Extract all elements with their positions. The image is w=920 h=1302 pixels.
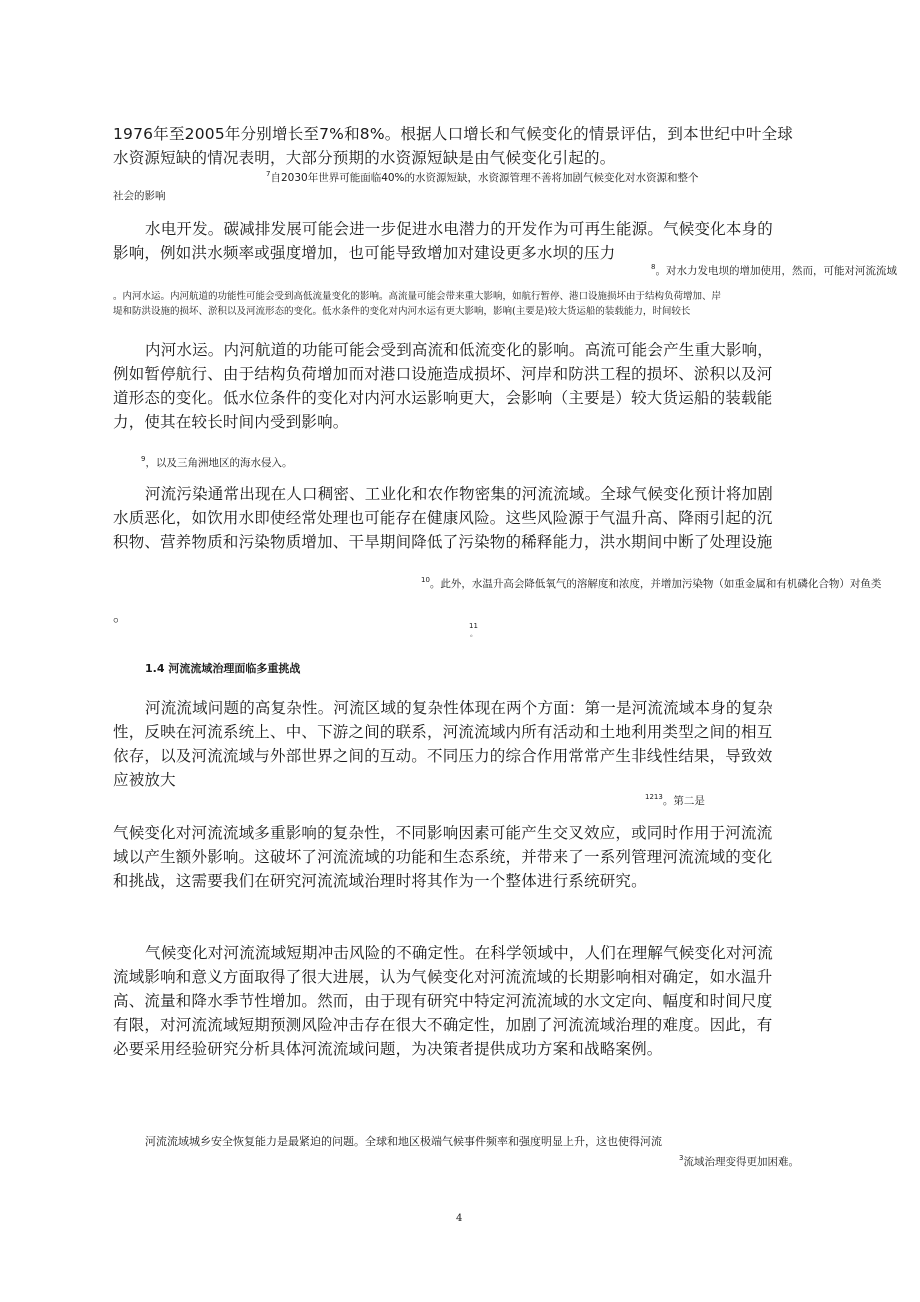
body-line: 内河水运。内河航道的功能可能会受到高流和低流变化的影响。高流可能会产生重大影响， [145, 341, 774, 359]
footnote-3 [679, 1154, 799, 1170]
body-line: 和挑战，这需要我们在研究河流流域治理时将其作为一个整体进行系统研究。 [113, 872, 647, 890]
footnote-8 [651, 263, 897, 279]
footnote-marker: 9 [141, 455, 146, 463]
footnote-text: 。此外，水温升高会降低氧气的溶解度和浓度，并增加污染物（如重金属和有机磷化合物）对鱼类 [429, 578, 882, 590]
body-line: 例如暂停航行、由于结构负荷增加而对港口设施造成损坏、河岸和防洪工程的损坏、淤积以及河 [113, 365, 773, 383]
body-line: 气候变化对河流流域多重影响的复杂性，不同影响因素可能产生交叉效应，或同时作用于河流流 [113, 824, 773, 842]
footnote-text: 。第二是 [662, 795, 705, 807]
footnote-text: 流域治理变得更加困难。 [683, 1156, 799, 1168]
footnote-marker: 3 [679, 1154, 684, 1162]
page-number: 4 [456, 1213, 463, 1224]
footnote-9 [141, 455, 292, 471]
small-body-line: 堤和防洪设施的损坏、淤积以及河流形态的变化。低水条件的变化对内河水运有更大影响，影响(主要是)较大货运船的装载能力，时间较长 [113, 306, 691, 317]
body-line: 高、流量和降水季节性增加。然而，由于现有研究中特定河流流域的水文定向、幅度和时间尺度 [113, 992, 773, 1010]
footnote-marker: 8 [651, 263, 656, 271]
footnote-text: ，以及三角洲地区的海水侵入。 [145, 457, 293, 469]
body-line: 气候变化对河流流域短期冲击风险的不确定性。在科学领域中，人们在理解气候变化对河流 [145, 944, 774, 962]
footnote-10 [421, 576, 881, 592]
footnote-7 [266, 170, 699, 186]
body-line: 水资源短缺的情况表明，大部分预期的水资源短缺是由气候变化引起的。 [113, 149, 616, 167]
body-line: 水质恶化，如饮用水即使经常处理也可能存在健康风险。这些风险源于气温升高、降雨引起的沉 [113, 509, 773, 527]
body-line: 河流流域问题的高复杂性。河流区域的复杂性体现在两个方面：第一是河流流域本身的复杂 [145, 699, 774, 717]
footnote-text: 。 [469, 630, 477, 638]
body-line: 河流污染通常出现在人口稠密、工业化和农作物密集的河流流域。全球气候变化预计将加剧 [145, 485, 774, 503]
footnote-marker: 11 [469, 622, 478, 630]
footnote-marker: 7 [266, 170, 271, 178]
body-line: 1976年至2005年分别增长至7%和8%。根据人口增长和气候变化的情景评估，到本世纪中叶全球 [113, 125, 793, 143]
small-body-line: 河流流域城乡安全恢复能力是最紧迫的问题。全球和地区极端气候事件频率和强度明显上升，这也使得河流 [145, 1135, 662, 1148]
footnote-11 [469, 622, 478, 638]
body-line: 力，使其在较长时间内受到影响。 [113, 413, 349, 431]
body-line: 道形态的变化。低水位条件的变化对内河水运影响更大，会影响（主要是）较大货运船的装载能 [113, 389, 773, 407]
body-line: 影响，例如洪水频率或强度增加，也可能导致增加对建设更多水坝的压力 [113, 244, 616, 262]
body-line: 。 [113, 607, 129, 625]
body-line: 域以产生额外影响。这破坏了河流流域的功能和生态系统，并带来了一系列管理河流流域的变化 [113, 848, 773, 866]
body-line: 有限，对河流流域短期预测风险冲击存在很大不确定性，加剧了河流流域治理的难度。因此，有 [113, 1016, 773, 1034]
footnote-12-13 [645, 793, 705, 809]
section-heading: 1.4 河流流域治理面临多重挑战 [145, 662, 301, 675]
body-line: 应被放大 [113, 771, 176, 789]
body-line: 依存，以及河流流域与外部世界之间的互动。不同压力的综合作用常常产生非线性结果，导致效 [113, 747, 773, 765]
body-line: 水电开发。碳减排发展可能会进一步促进水电潜力的开发作为可再生能源。气候变化本身的 [145, 220, 774, 238]
footnote-marker: 1213 [645, 793, 663, 801]
footnote-marker: 10 [421, 576, 430, 584]
footnote-text: 。对水力发电坝的增加使用，然而，可能对河流流域 [655, 265, 897, 277]
body-line: 流域影响和意义方面取得了很大进展，认为气候变化对河流流域的长期影响相对确定，如水温升 [113, 968, 773, 986]
body-line: 性，反映在河流系统上、中、下游之间的联系，河流流域内所有活动和土地利用类型之间的相互 [113, 723, 773, 741]
body-line: 积物、营养物质和污染物质增加、干旱期间降低了污染物的稀释能力，洪水期间中断了处理设施 [113, 533, 773, 551]
footnote-text: 社会的影响 [113, 190, 166, 202]
small-body-line: 。内河水运。内河航道的功能性可能会受到高低流量变化的影响。高流量可能会带来重大影响，如航行暂停、港口设施损坏由于结构负荷增加、岸 [113, 291, 722, 302]
footnote-text: 自2030年世界可能面临40%的水资源短缺，水资源管理不善将加剧气候变化对水资源和整个 [270, 172, 699, 184]
body-line: 必要采用经验研究分析具体河流流域问题，为决策者提供成功方案和战略案例。 [113, 1040, 663, 1058]
